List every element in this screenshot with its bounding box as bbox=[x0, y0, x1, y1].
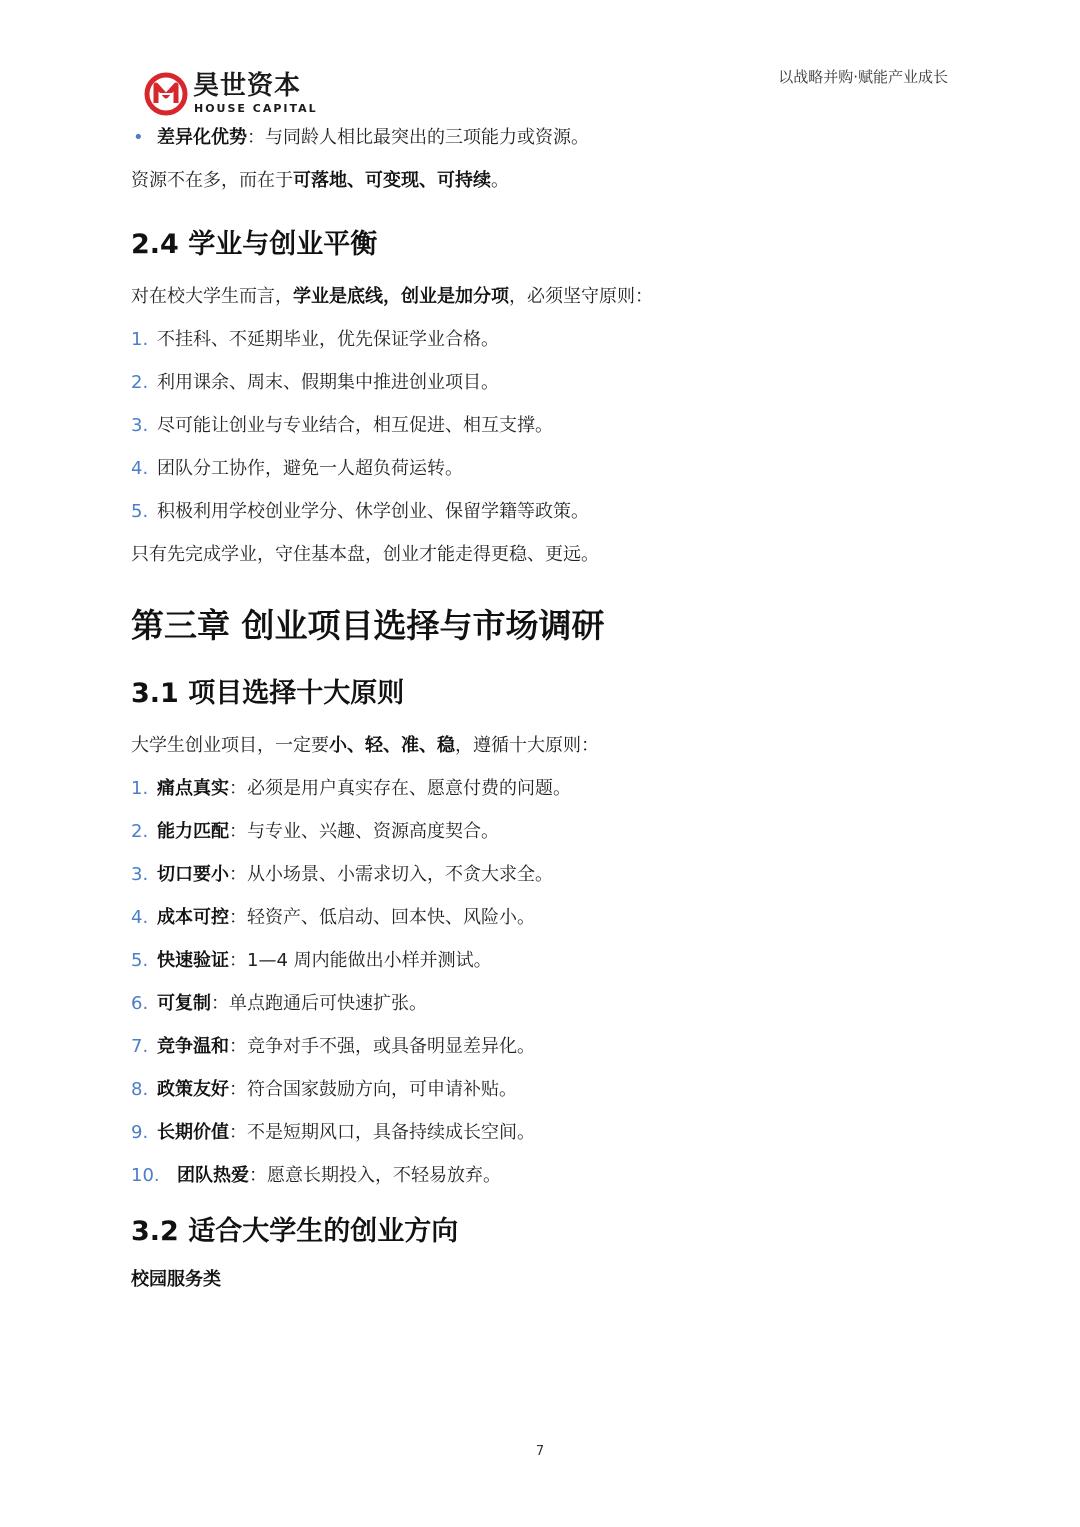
logo-mark-icon bbox=[144, 72, 188, 116]
subheading-campus-services: 校园服务类 bbox=[131, 1269, 221, 1290]
chapter-heading-3: 第三章 创业项目选择与市场调研 bbox=[131, 606, 605, 645]
list-number: 1. bbox=[131, 778, 149, 799]
list-number: 8. bbox=[131, 1079, 149, 1100]
principle-text: ：1—4 周内能做出小样并测试。 bbox=[229, 950, 492, 971]
list-item bbox=[131, 328, 951, 352]
list-item bbox=[131, 457, 951, 481]
list-number: 4. bbox=[131, 907, 149, 928]
list-text: 积极利用学校创业学分、休学创业、保留学籍等政策。 bbox=[157, 501, 589, 522]
list-item bbox=[131, 500, 951, 524]
section-2-4-lead bbox=[131, 285, 951, 309]
list-number: 6. bbox=[131, 993, 149, 1014]
list-number: 4. bbox=[131, 458, 149, 479]
list-number: 5. bbox=[131, 501, 149, 522]
logo-english-name: HOUSE CAPITAL bbox=[194, 102, 318, 115]
intro-summary bbox=[131, 169, 951, 193]
principle-text: ：不是短期风口，具备持续成长空间。 bbox=[229, 1122, 535, 1143]
list-number: 7. bbox=[131, 1036, 149, 1057]
list-text: 不挂科、不延期毕业，优先保证学业合格。 bbox=[157, 329, 499, 350]
list-text: 团队分工协作，避免一人超负荷运转。 bbox=[157, 458, 463, 479]
principle-item bbox=[131, 1078, 951, 1102]
principle-term: 长期价值 bbox=[157, 1122, 229, 1143]
section-heading-3-2: 3.2 适合大学生的创业方向 bbox=[131, 1216, 459, 1247]
principle-term: 痛点真实 bbox=[157, 778, 229, 799]
summary-post: 。 bbox=[491, 170, 509, 191]
list-number: 10. bbox=[131, 1165, 160, 1186]
page-number: 7 bbox=[535, 1444, 545, 1459]
lead-pre: 对在校大学生而言， bbox=[131, 286, 293, 307]
principle-text: ：符合国家鼓励方向，可申请补贴。 bbox=[229, 1079, 517, 1100]
summary-bold: 可落地、可变现、可持续 bbox=[293, 170, 491, 191]
page-header bbox=[0, 0, 1080, 130]
principle-term: 快速验证 bbox=[157, 950, 229, 971]
house-capital-logo bbox=[144, 70, 324, 120]
principle-text: ：与专业、兴趣、资源高度契合。 bbox=[229, 821, 499, 842]
principle-item bbox=[131, 906, 951, 930]
principle-item bbox=[131, 992, 951, 1016]
list-number: 3. bbox=[131, 864, 149, 885]
lead-pre: 大学生创业项目，一定要 bbox=[131, 735, 329, 756]
section-2-4-closing: 只有先完成学业，守住基本盘，创业才能走得更稳、更远。 bbox=[131, 544, 599, 565]
list-item bbox=[131, 371, 951, 395]
summary-pre: 资源不在多，而在于 bbox=[131, 170, 293, 191]
principle-text: ：轻资产、低启动、回本快、风险小。 bbox=[229, 907, 535, 928]
principle-term: 竞争温和 bbox=[157, 1036, 229, 1057]
principle-item bbox=[131, 1035, 951, 1059]
principle-text: ：愿意长期投入，不轻易放弃。 bbox=[249, 1165, 501, 1186]
list-number: 9. bbox=[131, 1122, 149, 1143]
principle-item bbox=[131, 777, 951, 801]
list-number: 2. bbox=[131, 372, 149, 393]
bullet-item bbox=[131, 126, 951, 150]
lead-bold: 学业是底线，创业是加分项 bbox=[293, 286, 509, 307]
bullet-body bbox=[157, 126, 589, 150]
list-text: 利用课余、周末、假期集中推进创业项目。 bbox=[157, 372, 499, 393]
section-heading-2-4: 2.4 学业与创业平衡 bbox=[131, 229, 378, 260]
principle-term: 切口要小 bbox=[157, 864, 229, 885]
lead-post: ，必须坚守原则： bbox=[509, 286, 653, 307]
list-number: 2. bbox=[131, 821, 149, 842]
section-3-1-lead bbox=[131, 734, 951, 758]
principle-text: ：竞争对手不强，或具备明显差异化。 bbox=[229, 1036, 535, 1057]
principle-item bbox=[131, 863, 951, 887]
bullet-dot-icon: • bbox=[133, 127, 144, 148]
logo-chinese-name: 昊世资本 bbox=[193, 71, 302, 101]
principle-term: 政策友好 bbox=[157, 1079, 229, 1100]
principle-item bbox=[131, 820, 951, 844]
list-text: 尽可能让创业与专业结合，相互促进、相互支撑。 bbox=[157, 415, 553, 436]
principle-term: 可复制 bbox=[157, 993, 211, 1014]
principle-term: 团队热爱 bbox=[177, 1165, 249, 1186]
principle-term: 成本可控 bbox=[157, 907, 229, 928]
principle-text: ：从小场景、小需求切入，不贪大求全。 bbox=[229, 864, 553, 885]
list-number: 1. bbox=[131, 329, 149, 350]
list-number: 5. bbox=[131, 950, 149, 971]
list-item bbox=[131, 414, 951, 438]
bullet-term: 差异化优势 bbox=[157, 127, 247, 148]
principle-item bbox=[131, 949, 951, 973]
section-heading-3-1: 3.1 项目选择十大原则 bbox=[131, 678, 405, 709]
bullet-text: ：与同龄人相比最突出的三项能力或资源。 bbox=[247, 127, 589, 148]
lead-post: ，遵循十大原则： bbox=[455, 735, 599, 756]
list-number: 3. bbox=[131, 415, 149, 436]
page-content bbox=[131, 126, 951, 1292]
principle-term: 能力匹配 bbox=[157, 821, 229, 842]
principle-item bbox=[131, 1164, 951, 1188]
principle-text: ：必须是用户真实存在、愿意付费的问题。 bbox=[229, 778, 571, 799]
lead-bold: 小、轻、准、稳 bbox=[329, 735, 455, 756]
header-slogan: 以战略并购·赋能产业成长 bbox=[778, 68, 948, 86]
principle-text: ：单点跑通后可快速扩张。 bbox=[211, 993, 427, 1014]
principle-item bbox=[131, 1121, 951, 1145]
